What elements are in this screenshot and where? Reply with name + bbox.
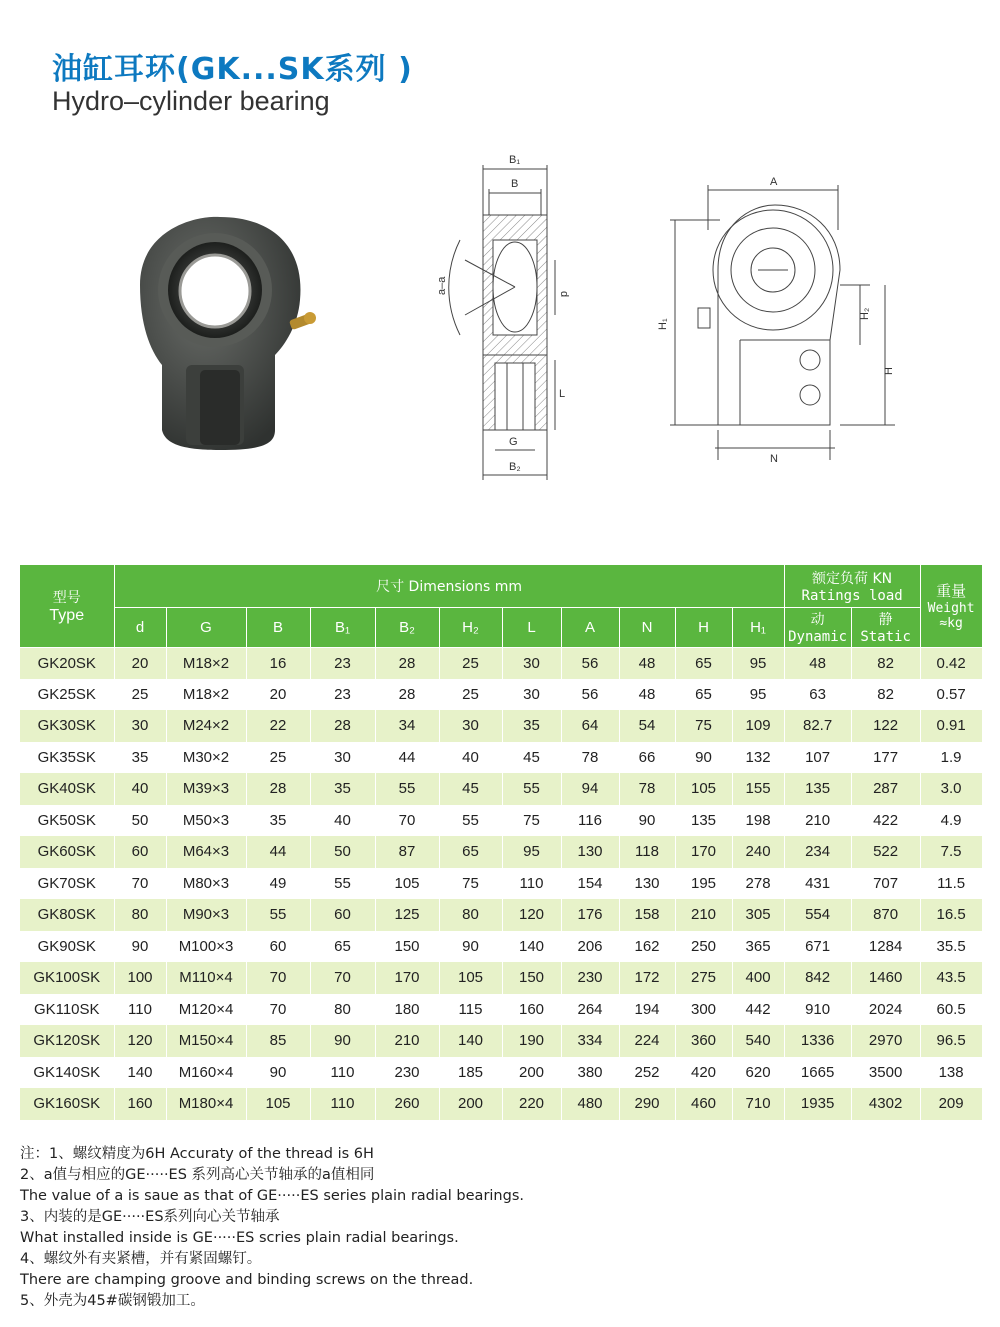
table-cell: 210 [784, 805, 851, 837]
table-cell: 334 [561, 1025, 619, 1057]
table-cell: M150×4 [166, 1025, 246, 1057]
table-cell: 95 [732, 679, 784, 711]
table-cell: 75 [439, 868, 502, 900]
table-cell: 35 [114, 742, 166, 774]
table-cell: 120 [502, 899, 561, 931]
table-cell: 0.57 [920, 679, 982, 711]
table-row [20, 1088, 982, 1120]
table-row [20, 773, 982, 805]
table-cell: 707 [851, 868, 920, 900]
table-cell: 200 [502, 1057, 561, 1089]
table-cell: 60.5 [920, 994, 982, 1026]
table-cell: 122 [851, 710, 920, 742]
table-cell: 85 [246, 1025, 310, 1057]
table-cell: 70 [310, 962, 375, 994]
table-cell: 35 [246, 805, 310, 837]
table-row [20, 647, 982, 679]
table-cell: 50 [114, 805, 166, 837]
note-line: 4、螺纹外有夹紧槽，并有紧固螺钉。 [20, 1251, 262, 1267]
table-cell: 140 [114, 1057, 166, 1089]
table-cell: 60 [114, 836, 166, 868]
table-cell: 365 [732, 931, 784, 963]
table-cell: 110 [114, 994, 166, 1026]
table-cell: 209 [920, 1088, 982, 1120]
table-cell: 90 [246, 1057, 310, 1089]
table-cell: 23 [310, 647, 375, 679]
table-cell: 56 [561, 679, 619, 711]
table-cell: 44 [375, 742, 439, 774]
table-cell: 90 [114, 931, 166, 963]
table-cell: 177 [851, 742, 920, 774]
table-cell: 95 [732, 647, 784, 679]
column-header: B₁ [310, 607, 375, 647]
product-photo [120, 205, 330, 460]
table-cell: 671 [784, 931, 851, 963]
table-cell: 1.9 [920, 742, 982, 774]
table-cell: 82 [851, 679, 920, 711]
table-cell: M39×3 [166, 773, 246, 805]
weight-header-cn: 重量 [936, 582, 967, 601]
ratings-load-header [784, 565, 920, 607]
table-cell: 400 [732, 962, 784, 994]
notes [20, 1144, 980, 1312]
table-cell: 120 [114, 1025, 166, 1057]
table-cell: 264 [561, 994, 619, 1026]
table-cell: 116 [561, 805, 619, 837]
type-cell: GK160SK [20, 1088, 114, 1120]
table-cell: M18×2 [166, 679, 246, 711]
table-cell: 60 [246, 931, 310, 963]
table-cell: 250 [675, 931, 732, 963]
table-cell: 240 [732, 836, 784, 868]
table-cell: 1935 [784, 1088, 851, 1120]
table-cell: 190 [502, 1025, 561, 1057]
side-view-diagram [640, 170, 910, 470]
column-header: B₂ [375, 607, 439, 647]
table-cell: 80 [310, 994, 375, 1026]
type-cell: GK35SK [20, 742, 114, 774]
spec-table-body [20, 647, 982, 1120]
table-cell: 34 [375, 710, 439, 742]
table-cell: 275 [675, 962, 732, 994]
table-cell: 118 [619, 836, 675, 868]
table-cell: 40 [114, 773, 166, 805]
table-cell: 150 [375, 931, 439, 963]
label-d: d [558, 291, 570, 298]
table-cell: 70 [114, 868, 166, 900]
page-title-cn: 油缸耳环(GK...SK系列 ) [52, 52, 413, 87]
table-cell: 3500 [851, 1057, 920, 1089]
weight-header [920, 565, 982, 647]
table-cell: 110 [310, 1088, 375, 1120]
table-cell: M160×4 [166, 1057, 246, 1089]
table-row [20, 805, 982, 837]
note-line: The value of a is saue as that of GE·····ES series plain radial bearings. [20, 1188, 524, 1204]
table-cell: 30 [310, 742, 375, 774]
label-h1: H₁ [657, 318, 669, 330]
table-cell: 30 [114, 710, 166, 742]
table-cell: 135 [675, 805, 732, 837]
table-cell: 96.5 [920, 1025, 982, 1057]
table-cell: 150 [502, 962, 561, 994]
table-cell: 20 [114, 647, 166, 679]
table-cell: 290 [619, 1088, 675, 1120]
table-cell: 65 [675, 647, 732, 679]
table-cell: 180 [375, 994, 439, 1026]
table-cell: 540 [732, 1025, 784, 1057]
label-b2: B₂ [509, 461, 521, 473]
table-cell: 28 [375, 679, 439, 711]
table-cell: 138 [920, 1057, 982, 1089]
table-cell: 100 [114, 962, 166, 994]
table-cell: 4302 [851, 1088, 920, 1120]
note-line: 3、内装的是GE·····ES系列向心关节轴承 [20, 1209, 280, 1225]
table-cell: 95 [502, 836, 561, 868]
table-cell: 460 [675, 1088, 732, 1120]
table-cell: 87 [375, 836, 439, 868]
type-cell: GK60SK [20, 836, 114, 868]
table-row [20, 710, 982, 742]
page-title-en: Hydro–cylinder bearing [52, 86, 330, 116]
table-cell: 90 [310, 1025, 375, 1057]
table-cell: 172 [619, 962, 675, 994]
table-cell: 278 [732, 868, 784, 900]
table-cell: 82 [851, 647, 920, 679]
label-a-a: a–a [436, 276, 448, 295]
table-cell: 16 [246, 647, 310, 679]
table-cell: 130 [619, 868, 675, 900]
label-h: H [883, 367, 895, 375]
table-row [20, 836, 982, 868]
table-cell: 25 [439, 647, 502, 679]
table-cell: 287 [851, 773, 920, 805]
table-cell: 90 [675, 742, 732, 774]
table-cell: 1284 [851, 931, 920, 963]
note-line: What installed inside is GE·····ES scries plain radial bearings. [20, 1230, 459, 1246]
table-cell: 170 [375, 962, 439, 994]
dynamic-header-cn: 动 [810, 612, 825, 628]
table-cell: 130 [561, 836, 619, 868]
table-cell: M180×4 [166, 1088, 246, 1120]
type-header-cn: 型号 [52, 589, 81, 606]
label-b1: B₁ [509, 154, 521, 166]
label-g: G [509, 436, 518, 448]
table-cell: 90 [439, 931, 502, 963]
table-cell: 50 [310, 836, 375, 868]
table-row [20, 1057, 982, 1089]
table-cell: 45 [439, 773, 502, 805]
table-cell: 65 [439, 836, 502, 868]
table-cell: 28 [375, 647, 439, 679]
table-cell: 431 [784, 868, 851, 900]
table-cell: 48 [784, 647, 851, 679]
table-cell: 135 [784, 773, 851, 805]
table-cell: 160 [502, 994, 561, 1026]
column-header: A [561, 607, 619, 647]
table-cell: 155 [732, 773, 784, 805]
table-cell: 25 [439, 679, 502, 711]
dynamic-header-en: Dynamic [788, 629, 848, 645]
table-cell: 1460 [851, 962, 920, 994]
table-cell: 70 [246, 994, 310, 1026]
table-cell: 22 [246, 710, 310, 742]
label-n: N [770, 453, 778, 465]
label-b: B [511, 178, 519, 190]
table-cell: 422 [851, 805, 920, 837]
table-cell: 48 [619, 647, 675, 679]
label-l: L [559, 388, 566, 400]
table-cell: 64 [561, 710, 619, 742]
table-cell: 40 [439, 742, 502, 774]
table-cell: 65 [675, 679, 732, 711]
table-cell: 3.0 [920, 773, 982, 805]
table-cell: 110 [310, 1057, 375, 1089]
table-cell: M18×2 [166, 647, 246, 679]
table-cell: 75 [502, 805, 561, 837]
table-cell: 140 [502, 931, 561, 963]
weight-header-unit: ≈kg [939, 616, 963, 632]
table-cell: M90×3 [166, 899, 246, 931]
table-cell: 25 [114, 679, 166, 711]
table-cell: 105 [675, 773, 732, 805]
table-cell: 110 [502, 868, 561, 900]
table-cell: 28 [246, 773, 310, 805]
note-line: 5、外壳为45#碳钢锻加工。 [20, 1293, 205, 1309]
table-cell: 220 [502, 1088, 561, 1120]
type-cell: GK80SK [20, 899, 114, 931]
table-cell: 80 [114, 899, 166, 931]
table-cell: 20 [246, 679, 310, 711]
ratings-load-en: Ratings load [801, 587, 903, 604]
column-header: B [246, 607, 310, 647]
table-cell: 115 [439, 994, 502, 1026]
table-cell: 522 [851, 836, 920, 868]
table-cell: 160 [114, 1088, 166, 1120]
table-row [20, 679, 982, 711]
table-cell: 360 [675, 1025, 732, 1057]
weight-header-en: Weight [927, 601, 975, 617]
spec-table [20, 565, 983, 1120]
table-cell: 2970 [851, 1025, 920, 1057]
table-cell: M120×4 [166, 994, 246, 1026]
table-cell: 162 [619, 931, 675, 963]
table-cell: 842 [784, 962, 851, 994]
table-cell: 442 [732, 994, 784, 1026]
table-cell: 30 [502, 679, 561, 711]
table-cell: 56 [561, 647, 619, 679]
table-cell: 35.5 [920, 931, 982, 963]
type-cell: GK30SK [20, 710, 114, 742]
table-cell: 66 [619, 742, 675, 774]
type-cell: GK100SK [20, 962, 114, 994]
table-cell: 230 [561, 962, 619, 994]
table-cell: 45 [502, 742, 561, 774]
type-cell: GK25SK [20, 679, 114, 711]
column-header: H [675, 607, 732, 647]
note-line: 2、a值与相应的GE·····ES 系列高心关节轴承的a值相同 [20, 1167, 375, 1183]
table-cell: 210 [675, 899, 732, 931]
table-cell: 200 [439, 1088, 502, 1120]
table-cell: 109 [732, 710, 784, 742]
table-cell: M80×3 [166, 868, 246, 900]
table-cell: 60 [310, 899, 375, 931]
table-cell: 70 [246, 962, 310, 994]
table-cell: 16.5 [920, 899, 982, 931]
table-cell: 194 [619, 994, 675, 1026]
note-line: There are champing groove and binding screws on the thread. [20, 1272, 474, 1288]
table-cell: 35 [310, 773, 375, 805]
table-cell: 170 [675, 836, 732, 868]
table-cell: M110×4 [166, 962, 246, 994]
table-cell: 185 [439, 1057, 502, 1089]
column-header: H₂ [439, 607, 502, 647]
table-cell: 23 [310, 679, 375, 711]
table-cell: 234 [784, 836, 851, 868]
table-cell: 70 [375, 805, 439, 837]
table-cell: 43.5 [920, 962, 982, 994]
type-cell: GK50SK [20, 805, 114, 837]
table-cell: 140 [439, 1025, 502, 1057]
table-cell: 260 [375, 1088, 439, 1120]
dimensions-header: 尺寸 Dimensions mm [114, 565, 784, 607]
ratings-load-cn: 额定负荷 KN [812, 570, 893, 587]
static-header [851, 607, 920, 647]
table-cell: 44 [246, 836, 310, 868]
table-cell: M64×3 [166, 836, 246, 868]
table-cell: 11.5 [920, 868, 982, 900]
static-header-cn: 静 [878, 612, 893, 628]
table-cell: 158 [619, 899, 675, 931]
table-cell: 28 [310, 710, 375, 742]
column-header: N [619, 607, 675, 647]
column-header: H₁ [732, 607, 784, 647]
type-cell: GK40SK [20, 773, 114, 805]
table-cell: 252 [619, 1057, 675, 1089]
table-cell: 1336 [784, 1025, 851, 1057]
table-cell: 75 [675, 710, 732, 742]
type-cell: GK90SK [20, 931, 114, 963]
table-cell: 25 [246, 742, 310, 774]
table-cell: 620 [732, 1057, 784, 1089]
table-cell: 206 [561, 931, 619, 963]
table-cell: 35 [502, 710, 561, 742]
table-row [20, 962, 982, 994]
table-cell: 870 [851, 899, 920, 931]
table-cell: M100×3 [166, 931, 246, 963]
table-cell: 55 [310, 868, 375, 900]
column-header: L [502, 607, 561, 647]
table-cell: 55 [502, 773, 561, 805]
table-cell: 55 [246, 899, 310, 931]
table-cell: 224 [619, 1025, 675, 1057]
table-cell: 1665 [784, 1057, 851, 1089]
table-cell: 480 [561, 1088, 619, 1120]
table-cell: 910 [784, 994, 851, 1026]
table-cell: 105 [439, 962, 502, 994]
table-cell: 55 [439, 805, 502, 837]
label-h2: H₂ [859, 307, 871, 320]
table-cell: 420 [675, 1057, 732, 1089]
table-cell: M24×2 [166, 710, 246, 742]
table-cell: 78 [619, 773, 675, 805]
table-cell: 107 [784, 742, 851, 774]
type-cell: GK20SK [20, 647, 114, 679]
type-cell: GK120SK [20, 1025, 114, 1057]
table-cell: 30 [439, 710, 502, 742]
table-cell: 710 [732, 1088, 784, 1120]
table-cell: 40 [310, 805, 375, 837]
table-row [20, 994, 982, 1026]
table-cell: 63 [784, 679, 851, 711]
table-cell: 380 [561, 1057, 619, 1089]
table-cell: M30×2 [166, 742, 246, 774]
table-cell: 132 [732, 742, 784, 774]
table-row [20, 1025, 982, 1057]
table-cell: 78 [561, 742, 619, 774]
table-cell: 2024 [851, 994, 920, 1026]
table-cell: 305 [732, 899, 784, 931]
table-cell: 55 [375, 773, 439, 805]
table-cell: M50×3 [166, 805, 246, 837]
table-cell: 195 [675, 868, 732, 900]
label-a: A [770, 176, 778, 188]
table-cell: 554 [784, 899, 851, 931]
table-cell: 0.42 [920, 647, 982, 679]
column-header: d [114, 607, 166, 647]
table-cell: 105 [246, 1088, 310, 1120]
static-header-en: Static [860, 629, 911, 645]
table-cell: 54 [619, 710, 675, 742]
table-cell: 125 [375, 899, 439, 931]
table-row [20, 931, 982, 963]
column-header: G [166, 607, 246, 647]
table-cell: 154 [561, 868, 619, 900]
table-cell: 80 [439, 899, 502, 931]
type-cell: GK110SK [20, 994, 114, 1026]
table-cell: 105 [375, 868, 439, 900]
note-line: 注：1、螺纹精度为6H Accuraty of the thread is 6H [20, 1146, 374, 1162]
table-cell: 82.7 [784, 710, 851, 742]
table-cell: 0.91 [920, 710, 982, 742]
table-cell: 198 [732, 805, 784, 837]
table-cell: 7.5 [920, 836, 982, 868]
table-cell: 48 [619, 679, 675, 711]
table-cell: 94 [561, 773, 619, 805]
table-row [20, 742, 982, 774]
table-cell: 176 [561, 899, 619, 931]
table-cell: 65 [310, 931, 375, 963]
cross-section-diagram [425, 145, 585, 490]
table-cell: 300 [675, 994, 732, 1026]
type-cell: GK140SK [20, 1057, 114, 1089]
type-header [20, 565, 114, 647]
type-cell: GK70SK [20, 868, 114, 900]
table-cell: 49 [246, 868, 310, 900]
table-cell: 210 [375, 1025, 439, 1057]
table-cell: 90 [619, 805, 675, 837]
type-header-en: Type [49, 606, 85, 624]
table-cell: 30 [502, 647, 561, 679]
table-cell: 4.9 [920, 805, 982, 837]
table-cell: 230 [375, 1057, 439, 1089]
table-row [20, 868, 982, 900]
table-row [20, 899, 982, 931]
dynamic-header [784, 607, 851, 647]
